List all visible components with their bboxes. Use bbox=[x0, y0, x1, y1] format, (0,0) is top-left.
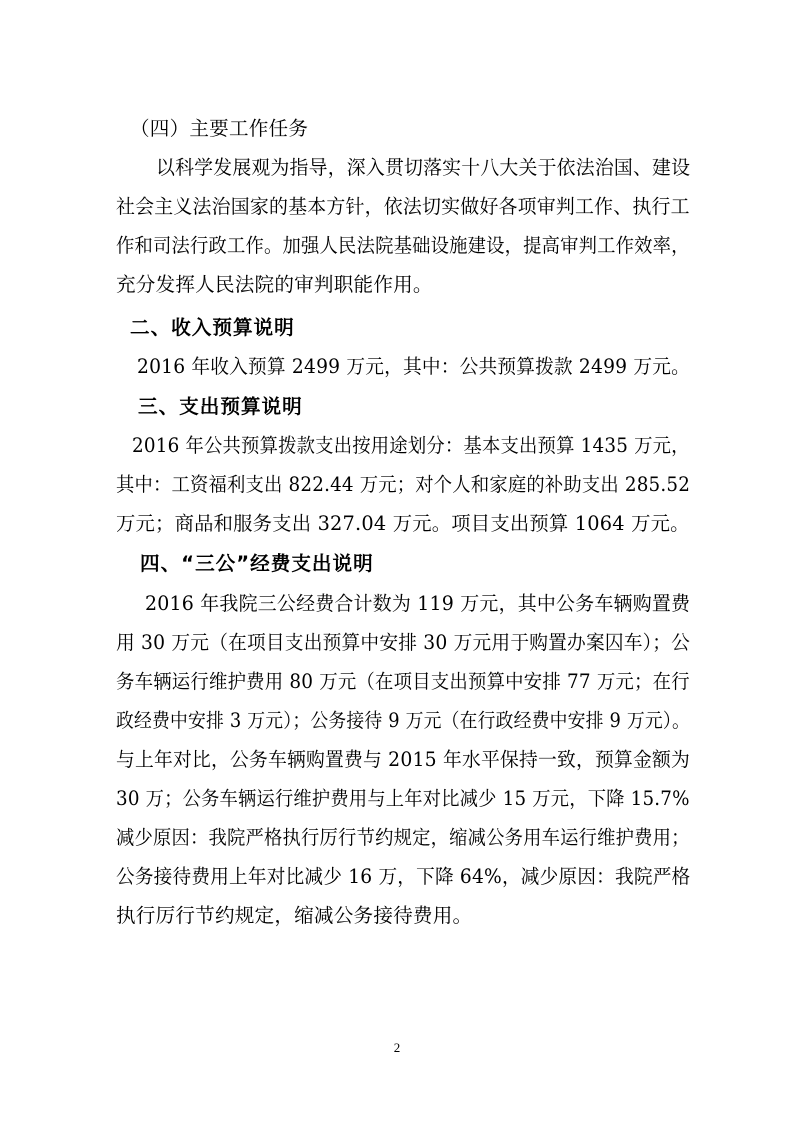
paragraph-line: 其中：工资福利支出 822.44 万元；对个人和家庭的补助支出 285.52 bbox=[116, 473, 691, 496]
section-title-expense-budget: 三、支出预算说明 bbox=[138, 395, 303, 418]
paragraph-line: 公务接待费用上年对比减少 16 万，下降 64%，减少原因：我院严格 bbox=[116, 865, 691, 888]
paragraph-line: 作和司法行政工作。加强人民法院基础设施建设，提高审判工作效率， bbox=[116, 234, 690, 257]
paragraph-line: 以科学发展观为指导，深入贯切落实十八大关于依法治国、建设 bbox=[156, 156, 691, 179]
paragraph-line: 充分发挥人民法院的审判职能作用。 bbox=[116, 273, 433, 296]
page-number: 2 bbox=[393, 1040, 401, 1055]
paragraph-line: 2016 年公共预算拨款支出按用途划分：基本支出预算 1435 万元， bbox=[132, 434, 690, 457]
section-title-three-public-expenses: 四、“三公”经费支出说明 bbox=[140, 552, 374, 575]
paragraph-line: 减少原因：我院严格执行厉行节约规定，缩减公务用车运行维护费用； bbox=[116, 826, 690, 849]
paragraph-line: 务车辆运行维护费用 80 万元（在项目支出预算中安排 77 万元；在行 bbox=[116, 670, 690, 693]
paragraph-line: 政经费中安排 3 万元）；公务接待 9 万元（在行政经费中安排 9 万元）。 bbox=[116, 709, 691, 732]
paragraph-line: 2016 年收入预算 2499 万元，其中：公共预算拨款 2499 万元。 bbox=[137, 355, 690, 378]
paragraph-line: 执行厉行节约规定，缩减公务接待费用。 bbox=[116, 904, 473, 927]
subsection-title-main-tasks: （四）主要工作任务 bbox=[130, 117, 309, 140]
paragraph-line: 2016 年我院三公经费合计数为 119 万元，其中公务车辆购置费 bbox=[145, 592, 691, 615]
section-title-income-budget: 二、收入预算说明 bbox=[130, 316, 295, 339]
paragraph-line: 用 30 万元（在项目支出预算中安排 30 万元用于购置办案囚车）；公 bbox=[116, 631, 691, 654]
paragraph-line: 万元；商品和服务支出 327.04 万元。项目支出预算 1064 万元。 bbox=[116, 512, 690, 535]
paragraph-line: 与上年对比，公务车辆购置费与 2015 年水平保持一致，预算金额为 bbox=[116, 748, 690, 771]
paragraph-line: 30 万；公务车辆运行维护费用与上年对比减少 15 万元，下降 15.7% bbox=[116, 787, 690, 810]
paragraph-line: 社会主义法治国家的基本方针，依法切实做好各项审判工作、执行工 bbox=[116, 195, 690, 218]
